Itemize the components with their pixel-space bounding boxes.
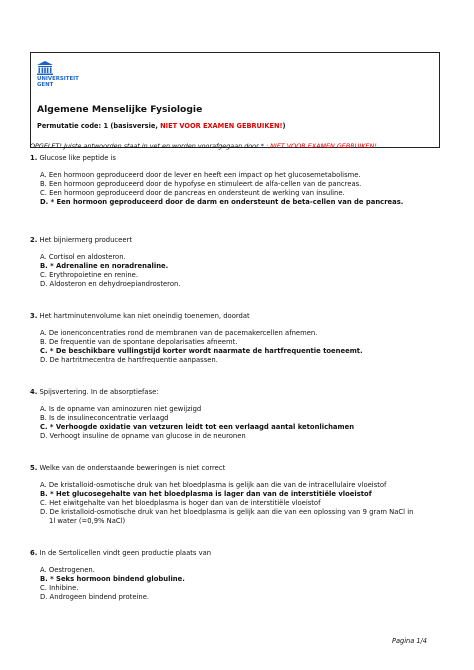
permutation-warning: NIET VOOR EXAMEN GEBRUIKEN! [160, 122, 283, 130]
answer-option-correct: C. * Verhoogde oxidatie van vetzuren leidt tot een verlaagd aantal ketonlichamen [40, 423, 355, 431]
answer-option: A. Cortisol en aldosteron. [40, 253, 126, 261]
answer-option: B. De frequentie van de spontane depolarisaties afneemt. [40, 338, 238, 346]
permutation-prefix: Permutatie code: 1 (basisversie, [37, 122, 161, 130]
answer-option: A. Oestrogenen. [40, 566, 95, 574]
question-stem [30, 312, 450, 321]
question-text: Het hartminutenvolume kan niet oneindig toenemen, doordat [37, 312, 250, 320]
answer-option: C. Een hormoon geproduceerd door de pancreas en ondersteunt de werking van insuline. [40, 189, 345, 197]
logo-line-2: GENT [37, 82, 54, 88]
answer-list [40, 171, 450, 207]
question-text: In de Sertolicellen vindt geen productie plaats van [37, 549, 212, 557]
question-stem [30, 464, 450, 473]
notice-warning: NIET VOOR EXAMEN GEBRUIKEN! [270, 142, 377, 150]
answer-option: D. Aldosteron en dehydroepiandrosteron. [40, 280, 181, 288]
answer-list [40, 566, 450, 602]
answer-option: A. Is de opname van aminozuren niet gewijzigd [40, 405, 202, 413]
question [30, 154, 450, 207]
question [30, 236, 450, 289]
university-logo [37, 61, 77, 88]
answer-option: C. Inhibine. [40, 584, 79, 592]
question [30, 388, 450, 441]
question-list [30, 154, 450, 602]
question-stem [30, 154, 450, 163]
page-title: Algemene Menselijke Fysiologie [37, 104, 203, 115]
answer-option-correct: C. * De beschikbare vullingstijd korter wordt naarmate de hartfrequentie toeneemt. [40, 347, 363, 355]
question-stem [30, 388, 450, 397]
permutation-code [37, 122, 286, 130]
question-number: 2. [30, 236, 38, 244]
question-text: Glucose like peptide is [37, 154, 116, 162]
answer-option: D. De kristalloid-osmotische druk van het bloedplasma is gelijk aan die van een oplossing van 9 gram NaCl in [40, 508, 414, 516]
answer-option: C. Het eiwitgehalte van het bloedplasma is hoger dan van de interstitiële vloeistof [40, 499, 321, 507]
answer-option: D. Androgeen bindend proteine. [40, 593, 150, 601]
header-box [30, 52, 440, 148]
question [30, 312, 450, 365]
question-number: 5. [30, 464, 38, 472]
answer-option: D. Verhoogt insuline de opname van glucose in de neuronen [40, 432, 246, 440]
question-text: Spijsvertering. In de absorptiefase: [37, 388, 159, 396]
building-icon [37, 61, 53, 75]
answer-option-correct: B. * Het glucosegehalte van het bloedplasma is lager dan van de interstitiële vloeistof [40, 490, 372, 498]
answer-option: C. Erythropoietine en renine. [40, 271, 139, 279]
question-stem [30, 549, 450, 558]
question-stem [30, 236, 450, 245]
answer-option: A. Een hormoon geproduceerd door de lever en heeft een impact op het glucosemetabolisme. [40, 171, 361, 179]
logo-line-1: UNIVERSITEIT [37, 76, 79, 82]
question-number: 6. [30, 549, 38, 557]
answer-option-correct: D. * Een hormoon geproduceerd door de darm en ondersteunt de beta-cellen van de pancreas. [40, 198, 404, 206]
logo-text [37, 76, 77, 88]
question-number: 4. [30, 388, 38, 396]
question-number: 1. [30, 154, 38, 162]
answer-option: A. De kristalloid-osmotische druk van het bloedplasma is gelijk aan die van de intracellulaire vloeistof [40, 481, 387, 489]
question-text: Welke van de onderstaande beweringen is niet correct [37, 464, 226, 472]
answer-list [40, 329, 450, 365]
notice-text: OPGELET! Juiste antwoorden staat in vet en worden voorafgegaan door * : [30, 142, 271, 150]
page-number: Pagina 1/4 [392, 637, 427, 645]
answer-option: B. Een hormoon geproduceerd door de hypofyse en stimuleert de alfa-cellen van de pancreas. [40, 180, 362, 188]
permutation-suffix: ) [282, 122, 286, 130]
answer-option-correct: B. * Seks hormoon bindend globuline. [40, 575, 185, 583]
answer-list [40, 481, 450, 526]
answer-option-continuation: 1l water (=0,9% NaCl) [49, 517, 126, 525]
question [30, 464, 450, 526]
answer-option: B. Is de insulineconcentratie verlaagd [40, 414, 169, 422]
answer-key-notice [30, 142, 377, 150]
question [30, 549, 450, 602]
answer-option-correct: B. * Adrenaline en noradrenaline. [40, 262, 169, 270]
answer-list [40, 405, 450, 441]
answer-option: D. De hartritmecentra de hartfrequentie aanpassen. [40, 356, 218, 364]
answer-option: A. De ionenconcentraties rond de membranen van de pacemakercellen afnemen. [40, 329, 318, 337]
answer-list [40, 253, 450, 289]
question-text: Het bijniermerg produceert [37, 236, 132, 244]
question-number: 3. [30, 312, 38, 320]
